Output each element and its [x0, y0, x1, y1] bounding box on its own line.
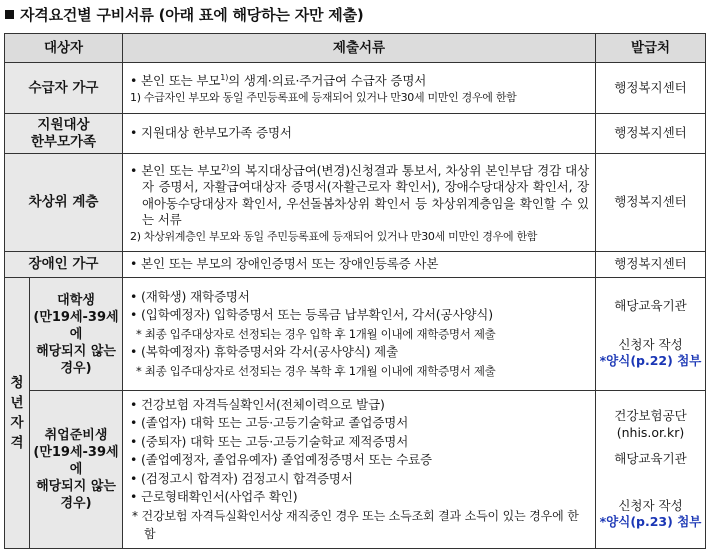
footnote: 1) 수급자인 부모와 동일 주민등록표에 등재되어 있거나 만30세 미만인 경우에 한함 — [130, 90, 517, 104]
doc-item: • 본인 또는 부모$^{2)}$의 복지대상급여(변경)신청결과 통보서, 차상위 본인부담 경감 대상자 증명서, 자활급여대상자 증명서(자활근로자 확인서), 장애수당대상자 확인서, 장애아동수당대상자 확인서, 우선돌봄차상위 확인서 등 차상위계층임을 확인할 수 있는 서류 — [130, 162, 589, 228]
target-disabled: 장애인 가구 — [5, 252, 123, 278]
docs-disabled — [123, 252, 596, 278]
docs-benefit — [123, 63, 596, 114]
form-attachment-link[interactable]: *양식(p.22) 첨부 — [599, 353, 702, 369]
target-benefit: 수급자 가구 — [5, 63, 123, 114]
section-title-text: 자격요건별 구비서류 (아래 표에 해당하는 자만 제출) — [20, 6, 364, 24]
issuer-near-poor: 행정복지센터 — [596, 154, 706, 252]
doc-note: * 건강보험 자격득실확인서상 재직중인 경우 또는 소득조회 결과 소득이 있는 경우에 한함 — [132, 508, 579, 541]
doc-item: • (졸업예정자, 졸업유예자) 졸업예정증명서 또는 수료증 — [130, 452, 432, 467]
doc-note: * 최종 입주대상자로 선정되는 경우 복학 후 1개월 이내에 재학증명서 제출 — [136, 363, 496, 378]
target-jobseeker: 취업준비생 (만19세-39세에 해당되지 않는 경우) — [30, 391, 123, 549]
issuer-disabled: 행정복지센터 — [596, 252, 706, 278]
doc-item: • 지원대상 한부모가족 증명서 — [130, 125, 292, 141]
doc-item: • (입학예정자) 입학증명서 또는 등록금 납부확인서, 각서(공사양식) — [130, 307, 493, 323]
section-title — [5, 4, 364, 25]
target-student: 대학생 (만19세-39세에 해당되지 않는 경우) — [30, 278, 123, 391]
doc-item: • 건강보험 자격득실확인서(전체이력으로 발급) — [130, 396, 385, 412]
header-docs: 제출서류 — [123, 34, 596, 63]
doc-item: • (졸업자) 대학 또는 고등·고등기술학교 졸업증명서 — [130, 415, 409, 430]
doc-item: • (복학예정자) 휴학증명서와 각서(공사양식) 제출 — [130, 344, 398, 360]
documents-table — [4, 33, 706, 549]
header-issuer: 발급처 — [596, 34, 706, 63]
table-row-disabled — [5, 252, 706, 278]
doc-item: • 근로형태확인서(사업주 확인) — [130, 489, 298, 504]
docs-near-poor — [123, 154, 596, 252]
table-row-single-parent — [5, 114, 706, 154]
issuer-benefit: 행정복지센터 — [596, 63, 706, 114]
doc-note: * 최종 입주대상자로 선정되는 경우 입학 후 1개월 이내에 재학증명서 제출 — [136, 326, 496, 341]
docs-single-parent — [123, 114, 596, 154]
youth-group-label: 청 년 자 격 — [5, 278, 30, 549]
table-row-near-poor — [5, 154, 706, 252]
doc-item: • (재학생) 재학증명서 — [130, 288, 250, 304]
header-target: 대상자 — [5, 34, 123, 63]
issuer-student: 해당교육기관 신청자 작성 *양식(p.22) 첨부 — [596, 278, 706, 391]
table-row-student — [5, 278, 706, 391]
target-single-parent: 지원대상 한부모가족 — [5, 114, 123, 154]
doc-item: • (검정고시 합격자) 검정고시 합격증명서 — [130, 470, 353, 486]
docs-student — [123, 278, 596, 391]
form-attachment-link[interactable]: *양식(p.23) 첨부 — [599, 514, 702, 530]
docs-jobseeker — [123, 391, 596, 549]
square-bullet-icon — [5, 10, 14, 19]
footnote: 2) 차상위계층인 부모와 동일 주민등록표에 등재되어 있거나 만30세 미만인 경우에 한함 — [130, 229, 538, 243]
doc-item: • (중퇴자) 대학 또는 고등·고등기술학교 제적증명서 — [130, 433, 409, 449]
issuer-single-parent: 행정복지센터 — [596, 114, 706, 154]
table-header-row — [5, 34, 706, 63]
table-row-benefit — [5, 63, 706, 114]
doc-item: • 본인 또는 부모의 장애인증명서 또는 장애인등록증 사본 — [130, 256, 439, 272]
doc-item: • 본인 또는 부모$^{1)}$의 생계·의료·주거급여 수급자 증명서 — [130, 72, 427, 89]
table-row-jobseeker — [5, 391, 706, 549]
target-near-poor: 차상위 계층 — [5, 154, 123, 252]
issuer-jobseeker: 건강보험공단 (nhis.or.kr) 해당교육기관 신청자 작성 *양식(p.23) 첨부 — [596, 391, 706, 549]
